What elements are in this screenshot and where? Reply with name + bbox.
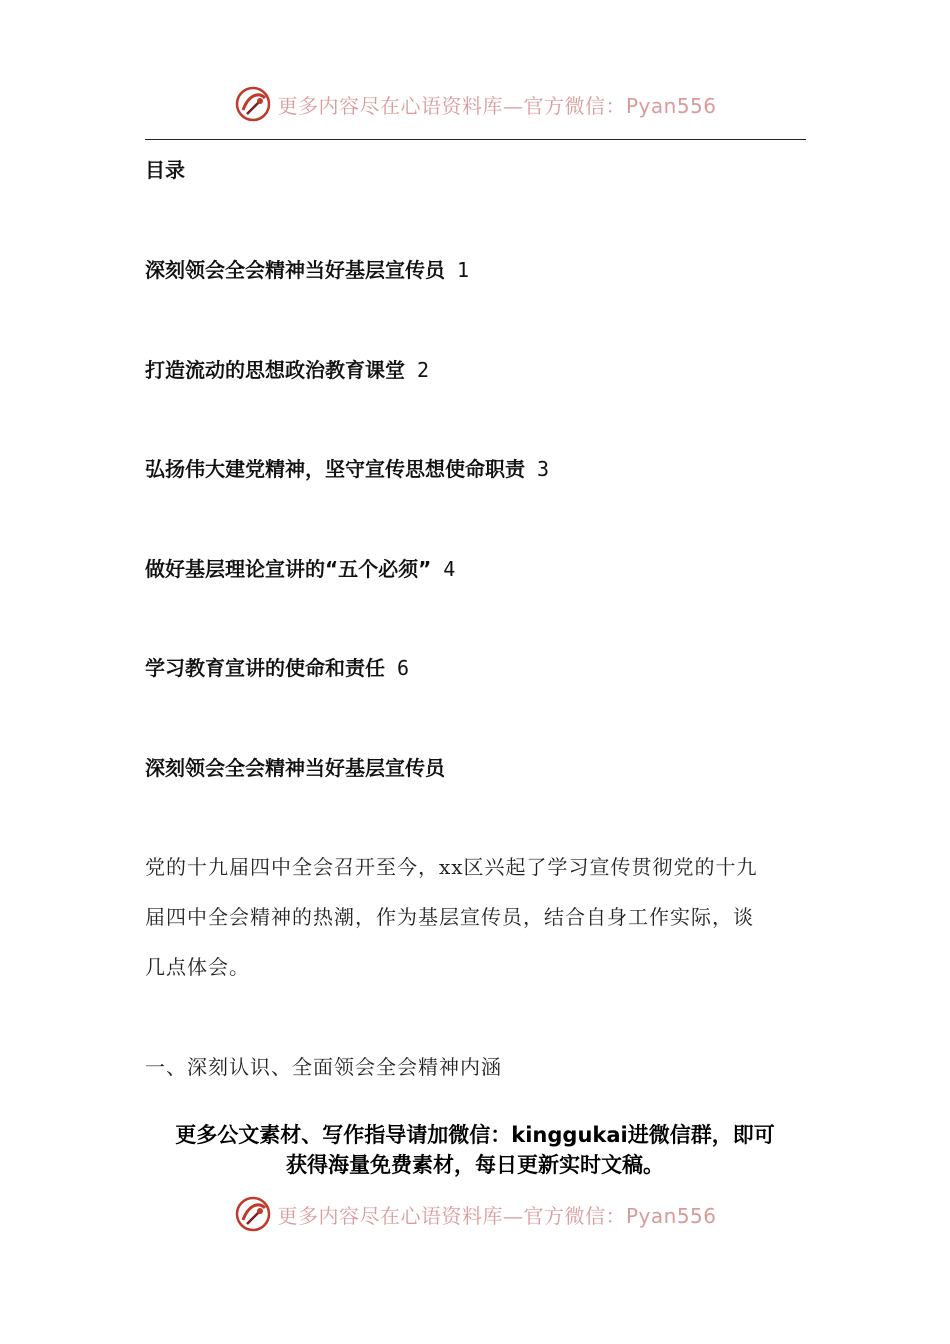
toc-item-page: 3: [537, 457, 550, 481]
brand-logo-icon: [233, 1194, 273, 1234]
section-heading: 一、深刻认识、全面领会全会精神内涵: [145, 1055, 502, 1079]
toc-item-label: 打造流动的思想政治教育课堂: [145, 358, 405, 382]
toc-item-page: 4: [443, 557, 456, 581]
article-heading: 深刻领会全会精神当好基层宣传员: [145, 756, 445, 780]
toc-item: [145, 256, 469, 284]
toc-title: 目录: [145, 158, 185, 182]
header-divider: [145, 139, 806, 140]
toc-item-label: 深刻领会全会精神当好基层宣传员: [145, 258, 445, 282]
promo-line: 获得海量免费素材，每日更新实时文稿。: [286, 1153, 664, 1177]
header-banner-text: 更多内容尽在心语资料库—官方微信：Pyan556: [277, 93, 717, 118]
promo-notice: [0, 1120, 950, 1180]
brand-logo-icon: [233, 84, 273, 124]
toc-item-page: 2: [417, 358, 430, 382]
toc-item-page: 1: [457, 258, 470, 282]
footer-banner: [0, 1192, 950, 1236]
paragraph-line: 届四中全会精神的热潮，作为基层宣传员，结合自身工作实际，谈: [145, 905, 754, 929]
toc-item: [145, 356, 429, 384]
paragraph-line: 几点体会。: [145, 955, 250, 979]
toc-item-label: 做好基层理论宣讲的“五个必须”: [145, 557, 432, 581]
toc-item-label: 学习教育宣讲的使命和责任: [145, 656, 385, 680]
paragraph-line: 党的十九届四中全会召开至今，xx区兴起了学习宣传贯彻党的十九: [145, 855, 758, 879]
promo-line: 更多公文素材、写作指导请加微信：kinggukai进微信群，即可: [175, 1123, 775, 1147]
header-banner: [0, 82, 950, 126]
toc-item: [145, 555, 455, 583]
footer-banner-text: 更多内容尽在心语资料库—官方微信：Pyan556: [277, 1203, 717, 1228]
toc-item-label: 弘扬伟大建党精神，坚守宣传思想使命职责: [145, 457, 525, 481]
toc-item: [145, 654, 409, 682]
toc-item: [145, 455, 549, 483]
toc-item-page: 6: [397, 656, 410, 680]
